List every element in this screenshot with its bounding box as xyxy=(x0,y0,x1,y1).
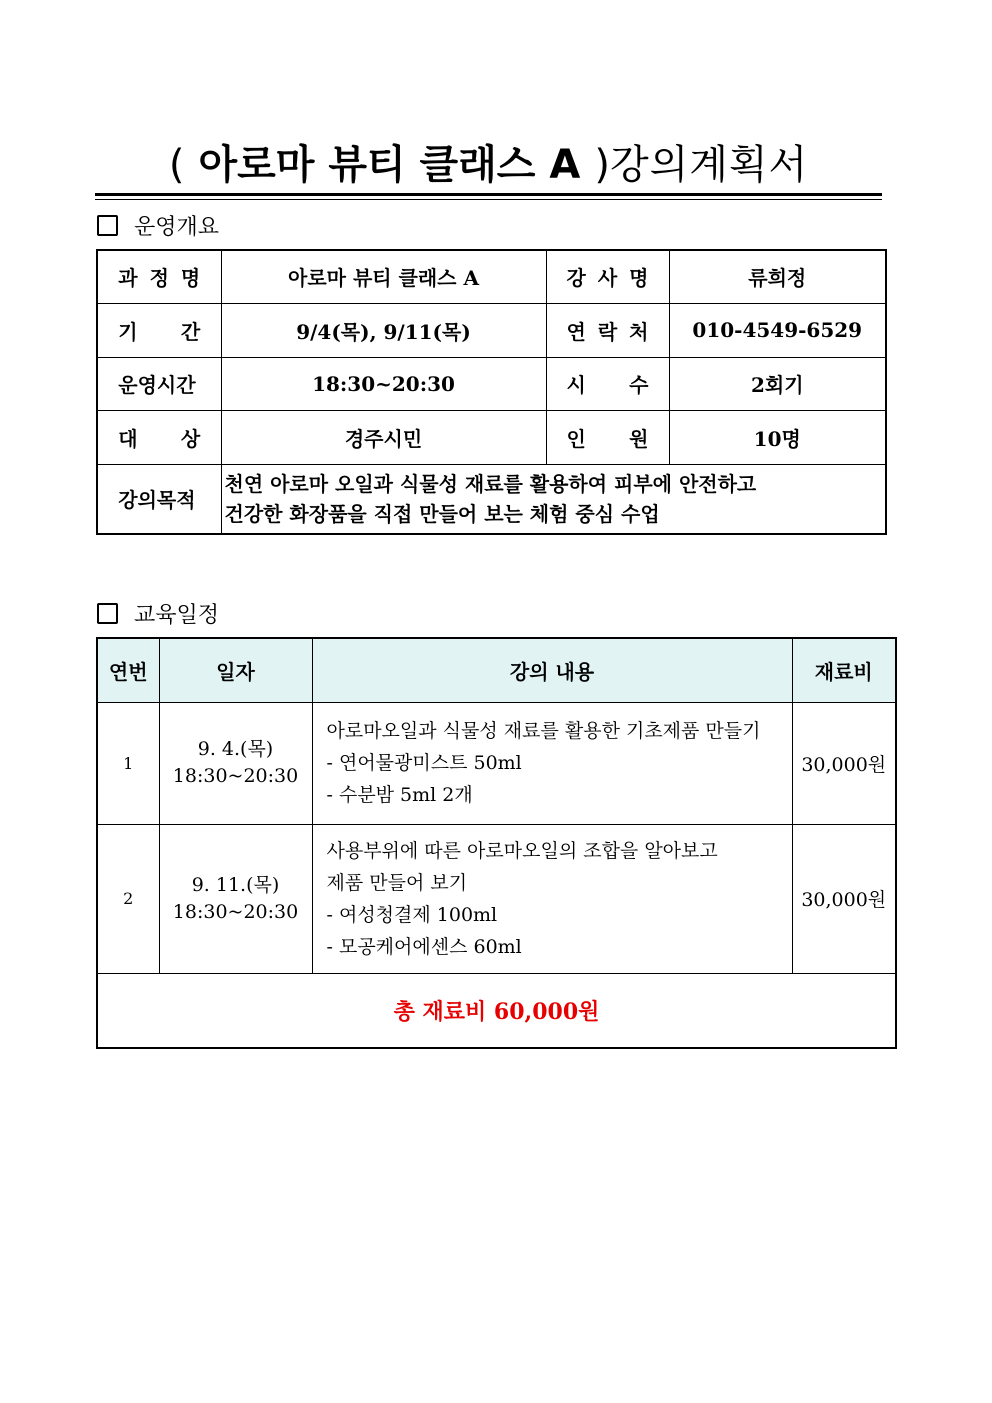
content-line: - 여성청결제 100ml xyxy=(326,903,498,926)
date-time: 18:30~20:30 xyxy=(172,765,299,787)
contact-label-cell xyxy=(546,303,669,357)
header-no: 연번 xyxy=(97,638,159,702)
sessions-label-cell xyxy=(546,357,669,410)
capacity-label: 인 원 xyxy=(566,426,649,451)
overview-row-course xyxy=(97,250,886,303)
contact-value: 010-4549-6529 xyxy=(669,303,886,357)
total-fee: 총 재료비 60,000원 xyxy=(97,973,896,1048)
purpose-line: 건강한 화장품을 직접 만들어 보는 체험 중심 수업 xyxy=(224,501,660,526)
row-fee: 30,000원 xyxy=(792,824,896,973)
overview-row-hours xyxy=(97,357,886,410)
overview-table xyxy=(96,249,887,535)
row-number: 2 xyxy=(97,824,159,973)
course-label-cell xyxy=(97,250,221,303)
instructor-value: 류희정 xyxy=(669,250,886,303)
target-value: 경주시민 xyxy=(221,410,546,464)
header-fee: 재료비 xyxy=(792,638,896,702)
row-date xyxy=(159,824,312,973)
title-open-paren: ( xyxy=(168,142,185,188)
header-date: 일자 xyxy=(159,638,312,702)
section-overview-label: 운영개요 xyxy=(134,214,220,240)
row-date xyxy=(159,702,312,824)
table-row xyxy=(97,702,896,824)
course-value: 아로마 뷰티 클래스 A xyxy=(221,250,546,303)
title-underline-thin xyxy=(95,199,882,200)
purpose-label: 강의목적 xyxy=(118,488,196,513)
instructor-label-cell xyxy=(546,250,669,303)
purpose-value xyxy=(221,464,886,534)
sessions-label: 시 수 xyxy=(566,373,649,397)
checkbox-icon xyxy=(97,215,118,236)
course-label: 과 정 명 xyxy=(118,266,201,291)
row-number: 1 xyxy=(97,702,159,824)
purpose-label-cell xyxy=(97,464,221,534)
schedule-header-row xyxy=(97,638,896,702)
document-title xyxy=(95,140,882,190)
content-line: - 수분밤 5ml 2개 xyxy=(326,784,473,806)
period-value: 9/4(목), 9/11(목) xyxy=(221,303,546,357)
title-close-paren: ) xyxy=(594,142,610,188)
date-day: 9. 11.(목) xyxy=(191,873,280,896)
content-line: - 모공케어에센스 60ml xyxy=(326,935,522,958)
hours-label: 운영시간 xyxy=(118,373,196,397)
overview-row-purpose xyxy=(97,464,886,534)
period-label: 기 간 xyxy=(118,319,201,344)
hours-value: 18:30~20:30 xyxy=(221,357,546,410)
total-row xyxy=(97,973,896,1048)
period-label-cell xyxy=(97,303,221,357)
row-content xyxy=(312,824,792,973)
overview-row-period xyxy=(97,303,886,357)
schedule-table xyxy=(96,637,897,1049)
sessions-value: 2회기 xyxy=(669,357,886,410)
section-schedule-heading xyxy=(97,600,219,626)
content-line: 사용부위에 따른 아로마오일의 조합을 알아보고 xyxy=(326,839,718,862)
capacity-label-cell xyxy=(546,410,669,464)
table-row xyxy=(97,824,896,973)
title-underline-thick xyxy=(95,193,882,196)
contact-label: 연 락 처 xyxy=(566,319,649,344)
purpose-line: 천연 아로마 오일과 식물성 재료를 활용하여 피부에 안전하고 xyxy=(224,471,757,496)
row-fee: 30,000원 xyxy=(792,702,896,824)
checkbox-icon xyxy=(97,603,118,624)
section-overview-heading xyxy=(97,212,219,238)
title-suffix: 강의계획서 xyxy=(609,142,809,188)
title-course-name: 아로마 뷰티 클래스 A xyxy=(198,142,581,188)
date-day: 9. 4.(목) xyxy=(197,738,274,760)
overview-row-target xyxy=(97,410,886,464)
header-content: 강의 내용 xyxy=(312,638,792,702)
section-schedule-label: 교육일정 xyxy=(134,602,220,628)
target-label-cell xyxy=(97,410,221,464)
row-content xyxy=(312,702,792,824)
content-line: - 연어물광미스트 50ml xyxy=(326,752,522,774)
content-line: 제품 만들어 보기 xyxy=(326,871,468,894)
instructor-label: 강 사 명 xyxy=(566,266,649,291)
capacity-value: 10명 xyxy=(669,410,886,464)
content-line: 아로마오일과 식물성 재료를 활용한 기초제품 만들기 xyxy=(326,720,761,742)
target-label: 대 상 xyxy=(118,426,201,451)
hours-label-cell xyxy=(97,357,221,410)
date-time: 18:30~20:30 xyxy=(172,900,299,923)
